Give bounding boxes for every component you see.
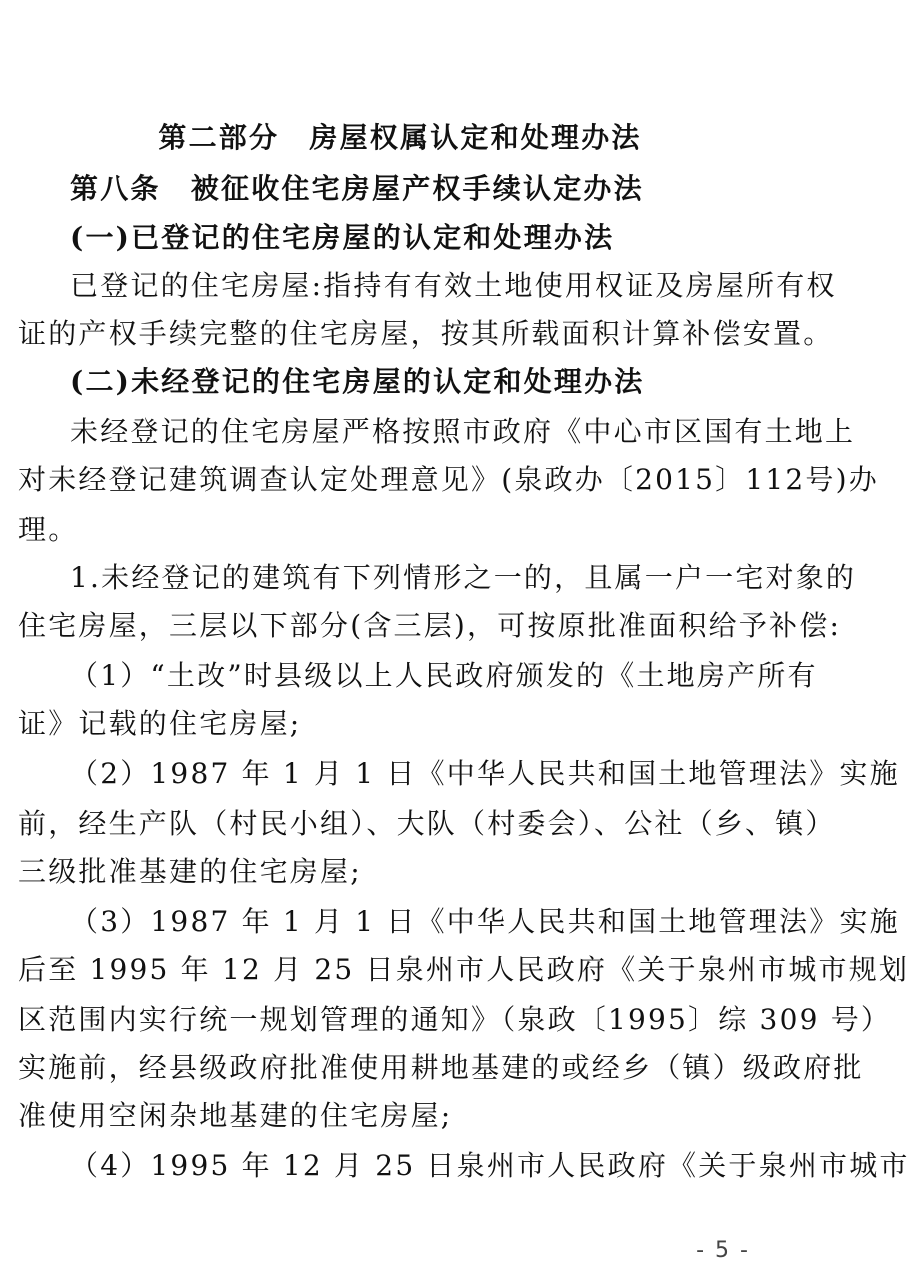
part-title: 第二部分 房屋权属认定和处理办法	[158, 121, 642, 154]
paragraph-line: 理。	[18, 513, 79, 546]
paragraph-line: 未经登记的住宅房屋严格按照市政府《中心市区国有土地上	[70, 415, 856, 448]
list-item-line: 实施前，经县级政府批准使用耕地基建的或经乡（镇）级政府批	[18, 1051, 864, 1084]
list-item-line: （4）1995 年 12 月 25 日泉州市人民政府《关于泉州市城市	[70, 1149, 910, 1182]
list-item-line: 后至 1995 年 12 月 25 日泉州市人民政府《关于泉州市城市规划	[18, 953, 910, 986]
section-heading-unregistered: (二)未经登记的住宅房屋的认定和处理办法	[70, 365, 645, 398]
article-title: 第八条 被征收住宅房屋产权手续认定办法	[70, 172, 644, 205]
list-item-line: （1）“土改”时县级以上人民政府颁发的《土地房产所有	[70, 659, 818, 692]
list-item-line: （3）1987 年 1 月 1 日《中华人民共和国土地管理法》实施	[70, 905, 900, 938]
paragraph-line: 证的产权手续完整的住宅房屋，按其所载面积计算补偿安置。	[18, 317, 834, 350]
list-item-line: 证》记载的住宅房屋;	[18, 707, 302, 740]
list-item-line: 三级批准基建的住宅房屋;	[18, 855, 362, 888]
paragraph-line: 已登记的住宅房屋:指持有有效土地使用权证及房屋所有权	[70, 269, 837, 302]
list-item-line: 准使用空闲杂地基建的住宅房屋;	[18, 1099, 453, 1132]
paragraph-line: 住宅房屋，三层以下部分(含三层)，可按原批准面积给予补偿:	[18, 609, 842, 642]
page-number: - 5 -	[696, 1238, 750, 1263]
list-item-line: （2）1987 年 1 月 1 日《中华人民共和国土地管理法》实施	[70, 757, 900, 790]
paragraph-line: 对未经登记建筑调查认定处理意见》(泉政办〔2015〕112号)办	[18, 463, 879, 496]
list-item-line: 区范围内实行统一规划管理的通知》（泉政〔1995〕综 309 号）	[18, 1003, 892, 1036]
list-item-line: 前，经生产队（村民小组）、大队（村委会）、公社（乡、镇）	[18, 807, 836, 840]
section-heading-registered: (一)已登记的住宅房屋的认定和处理办法	[70, 221, 615, 254]
paragraph-line: 1.未经登记的建筑有下列情形之一的，且属一户一宅对象的	[70, 561, 857, 594]
